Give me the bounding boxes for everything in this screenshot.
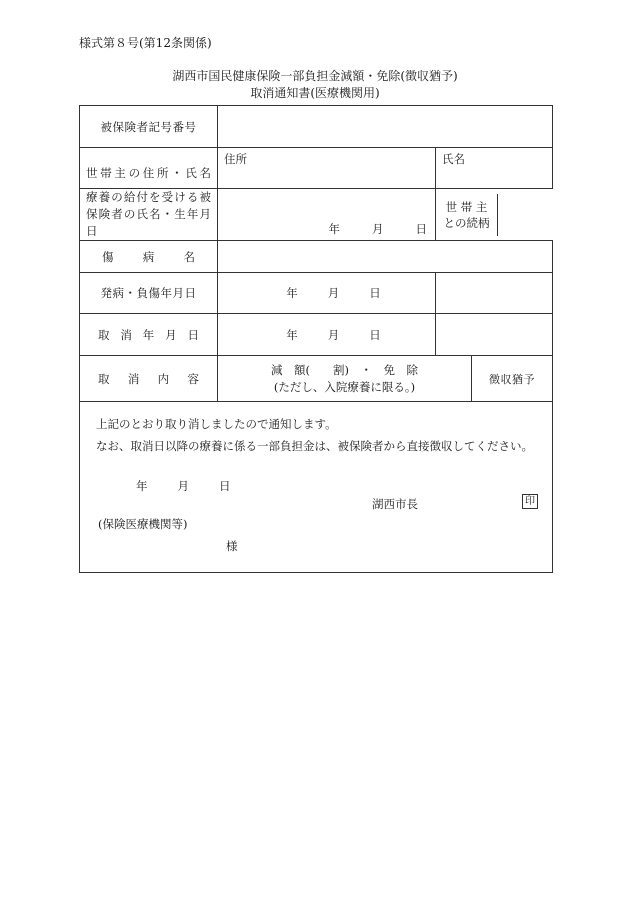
notice-date xyxy=(136,478,261,494)
illness-label-char: 病 xyxy=(142,249,155,264)
relation-label-line1: 世 帯 主 xyxy=(445,199,488,214)
year-unit: 年 xyxy=(328,222,340,236)
month-unit: 月 xyxy=(177,479,189,493)
householder-label-char: の xyxy=(128,166,141,180)
insured-number-field[interactable] xyxy=(218,106,553,148)
householder-label-char: 住 xyxy=(142,166,155,180)
month-unit: 月 xyxy=(372,222,384,236)
illness-field[interactable] xyxy=(218,241,553,273)
householder-label-char: 世 xyxy=(86,166,98,180)
day-unit: 日 xyxy=(369,286,381,300)
deferral-option[interactable]: 徴収猶予 xyxy=(472,356,553,402)
row-illness xyxy=(80,241,553,273)
month-unit: 月 xyxy=(327,327,340,342)
name-label: 氏名 xyxy=(442,152,465,166)
row-cancel-content xyxy=(80,356,553,402)
row-householder xyxy=(80,148,553,189)
row-onset-date xyxy=(80,273,553,314)
householder-label-char: 名 xyxy=(199,166,211,180)
document-title-line2: 取消通知書(医療機関用) xyxy=(250,86,380,100)
form-number: 様式第８号(第12条関係) xyxy=(79,36,212,50)
relation-label xyxy=(436,194,498,236)
householder-label-char: 所 xyxy=(156,166,169,180)
seal-stamp: 印 xyxy=(522,494,538,509)
reduction-option[interactable] xyxy=(218,356,472,402)
insured-number-label: 被保険者記号番号 xyxy=(80,106,218,148)
cancel-content-label-char: 取 xyxy=(98,371,110,386)
honorific-sama: 様 xyxy=(226,539,238,553)
cancel-date-label-char: 取 xyxy=(98,327,110,342)
row-notice xyxy=(80,402,553,573)
row-cancel-date xyxy=(80,314,553,356)
cancel-date-label-char: 日 xyxy=(187,327,199,342)
onset-label: 発病・負傷年月日 xyxy=(80,273,218,314)
onset-date-blank xyxy=(436,273,553,314)
medical-institution-label: (保険医療機関等) xyxy=(98,517,188,531)
relation-label-line2: との続柄 xyxy=(443,215,490,230)
cancel-date-label-char: 年 xyxy=(142,327,155,342)
beneficiary-label-line2: 保険者の氏名・生年月日 xyxy=(86,207,211,238)
onset-date-field[interactable] xyxy=(218,273,436,314)
cancel-date-blank xyxy=(436,314,553,356)
notice-line2: なお、取消日以降の療養に係る一部負担金は、被保険者から直接徴収してください。 xyxy=(96,439,533,453)
address-label: 住所 xyxy=(224,152,247,166)
day-unit: 日 xyxy=(369,327,381,342)
cancel-date-field[interactable] xyxy=(218,314,436,356)
beneficiary-label xyxy=(80,189,218,241)
householder-address-field[interactable] xyxy=(218,148,436,189)
reduction-line1: 減 額( 割) ・ 免 除 xyxy=(271,362,418,377)
cancel-date-label xyxy=(80,314,218,356)
month-unit: 月 xyxy=(327,286,340,300)
householder-label-char: ・ xyxy=(171,166,183,180)
householder-label-char: 帯 xyxy=(100,166,112,180)
day-unit: 日 xyxy=(219,479,231,493)
beneficiary-birthdate xyxy=(329,221,428,237)
cancel-content-label-char: 内 xyxy=(157,371,170,386)
year-unit: 年 xyxy=(286,327,298,342)
mayor-signature: 湖西市長 xyxy=(372,497,418,511)
beneficiary-field[interactable] xyxy=(218,189,436,241)
relation-group xyxy=(436,189,553,241)
notice-section xyxy=(80,402,553,573)
year-unit: 年 xyxy=(286,286,298,300)
document-title-line1: 湖西市国民健康保険一部負担金減額・免除(徴収猶予) xyxy=(172,69,458,83)
notice-line1: 上記のとおり取り消しましたので通知します。 xyxy=(96,417,337,431)
notice-form-table xyxy=(79,105,553,573)
householder-label xyxy=(80,148,218,189)
cancel-content-label xyxy=(80,356,218,402)
householder-label-char: 主 xyxy=(114,166,126,180)
illness-label xyxy=(80,241,218,273)
illness-label-char: 名 xyxy=(183,249,195,264)
householder-label-char: 氏 xyxy=(185,166,197,180)
day-unit: 日 xyxy=(415,222,427,236)
reduction-line2: (ただし、入院療養に限る。) xyxy=(273,379,416,394)
illness-label-char: 傷 xyxy=(102,249,114,264)
cancel-date-label-char: 月 xyxy=(165,327,177,342)
cancel-content-label-char: 容 xyxy=(187,371,199,386)
row-beneficiary xyxy=(80,189,553,241)
year-unit: 年 xyxy=(136,479,148,493)
row-insured-number xyxy=(80,106,553,148)
cancel-date-label-char: 消 xyxy=(120,327,132,342)
householder-name-field[interactable] xyxy=(436,148,553,189)
beneficiary-label-line1: 療養の給付を受ける被 xyxy=(86,190,211,204)
cancel-content-label-char: 消 xyxy=(127,371,140,386)
relation-field[interactable] xyxy=(498,194,553,236)
